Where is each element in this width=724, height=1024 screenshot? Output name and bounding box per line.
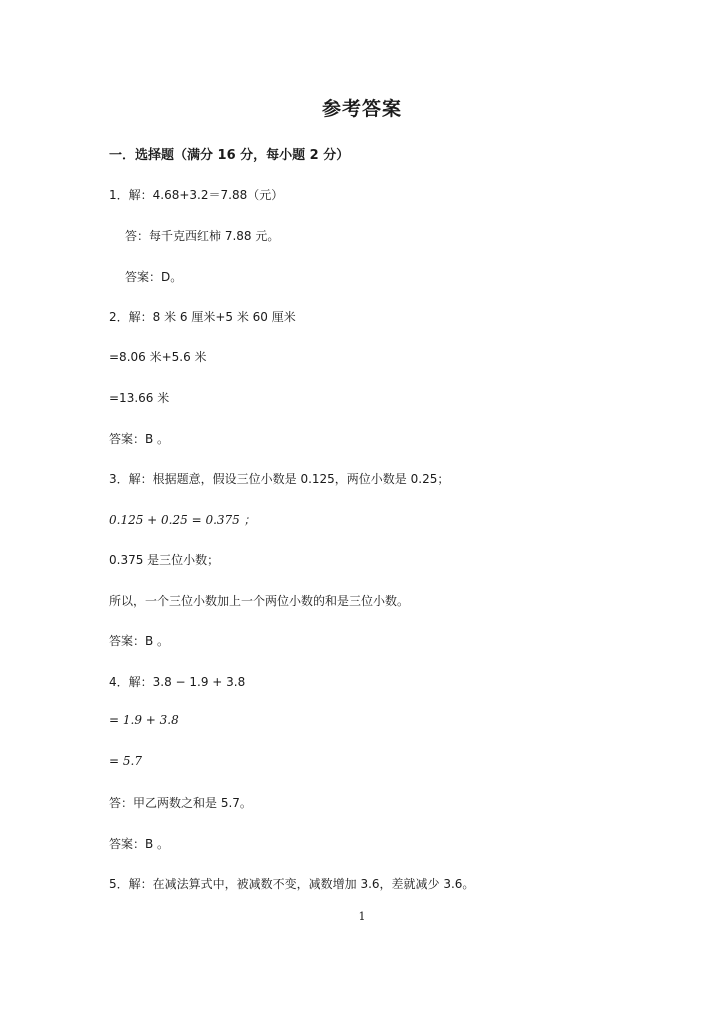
- answer-line-3: 答案：D。: [125, 270, 183, 284]
- answer-line-7: 答案：B 。: [109, 432, 170, 446]
- answer-line-1: 1．解：4.68+3.2＝7.88（元）: [109, 188, 284, 202]
- answer-line-2: 答：每千克西红柿 7.88 元。: [125, 229, 280, 243]
- answer-line-12: 答案：B 。: [109, 634, 170, 648]
- answer-line-5: =8.06 米+5.6 米: [109, 350, 207, 364]
- page-title: 参考答案: [321, 98, 402, 120]
- answer-line-16: 答：甲乙两数之和是 5.7。: [109, 796, 252, 810]
- answer-line-15: = 5.7: [109, 754, 142, 768]
- answer-line-17: 答案：B 。: [109, 837, 170, 851]
- answer-line-13: 4．解：3.8 − 1.9 + 3.8: [109, 675, 246, 689]
- answer-line-9: 0.125 + 0.25 = 0.375 ；: [109, 513, 256, 527]
- answer-line-8: 3．解：根据题意，假设三位小数是 0.125，两位小数是 0.25；: [109, 472, 450, 486]
- answer-line-18: 5．解：在减法算式中，被减数不变，减数增加 3.6，差就减少 3.6。: [109, 877, 475, 891]
- answer-line-11: 所以，一个三位小数加上一个两位小数的和是三位小数。: [109, 594, 410, 608]
- answer-line-4: 2．解：8 米 6 厘米+5 米 60 厘米: [109, 310, 296, 324]
- answer-line-6: =13.66 米: [109, 391, 170, 405]
- page-number: 1: [358, 910, 366, 923]
- answer-line-10: 0.375 是三位小数；: [109, 553, 220, 567]
- answer-line-14: = 1.9 + 3.8: [109, 713, 179, 727]
- section-heading: 一．选择题（满分 16 分，每小题 2 分）: [109, 148, 350, 163]
